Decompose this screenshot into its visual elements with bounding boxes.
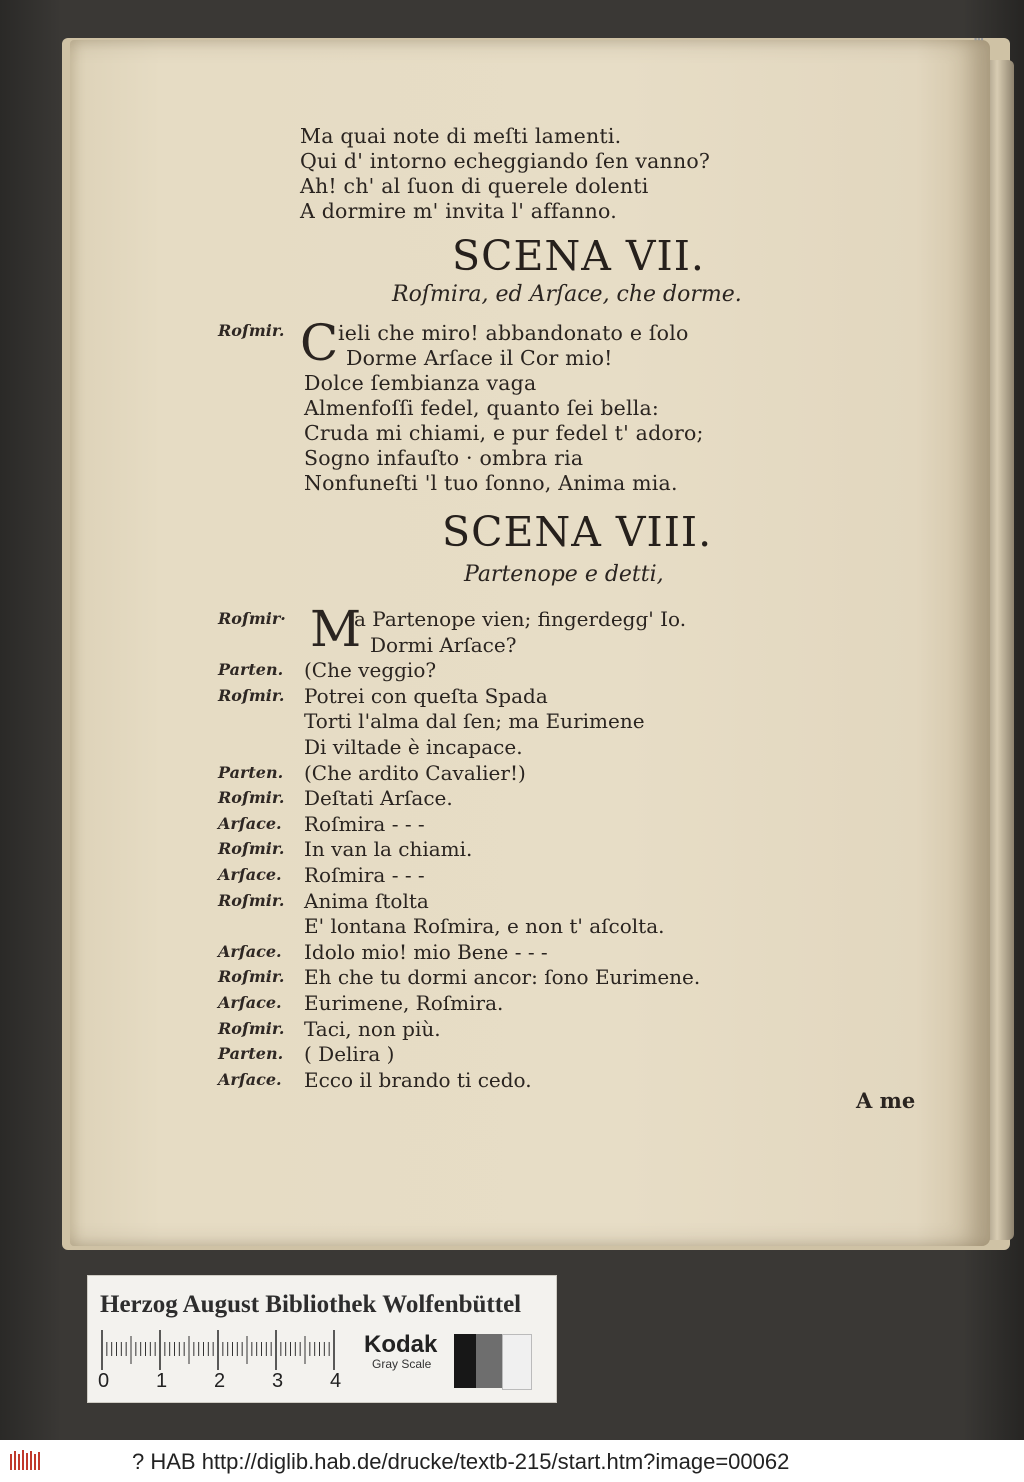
dialogue-line: a Partenope vien; fingerdegg' Io. (354, 607, 687, 631)
scene-title: SCENA VIII. (442, 508, 713, 556)
speaker-label: Arſace. (218, 864, 282, 884)
speaker-label: Roſmir. (218, 839, 285, 859)
verse-line: Dolce ſembianza vaga (304, 371, 537, 395)
verse-line: Ah! ch' al ſuon di querele dolenti (300, 174, 649, 198)
scene7-lines-indent (338, 321, 689, 371)
drop-cap: C (300, 314, 339, 372)
verse-line: Nonfuneſti 'l tuo ſonno, Anima mia. (304, 471, 678, 495)
catchword: A me (856, 1088, 916, 1113)
gray-patch-black (454, 1334, 476, 1388)
verse-line: Dorme Arſace il Cor mio! (346, 346, 613, 370)
kodak-logo: Kodak (364, 1331, 438, 1358)
ruler-ticks (100, 1330, 350, 1374)
dialogue-line: In van la chiami. (304, 837, 473, 862)
drop-cap: M (310, 600, 362, 658)
dialogue-line: (Che veggio? (304, 658, 437, 683)
dialogue-line: Deſtati Arſace. (304, 786, 453, 811)
ruler-number: 4 (330, 1370, 342, 1392)
speaker-label: Arſace. (218, 813, 282, 833)
verse-line: A dormire m' invita l' affanno. (300, 199, 617, 223)
ruler-number: 1 (156, 1370, 168, 1392)
dialogue-line: Taci, non più. (304, 1016, 441, 1041)
scan-mark: ▪▪▪ (974, 34, 984, 44)
dialogue-line: Torti l'alma dal ſen; ma Eurimene (304, 709, 645, 734)
dialogue-line: (Che ardito Cavalier!) (304, 760, 526, 785)
speaker-label: Roſmir. (218, 890, 285, 910)
ruler-number: 3 (272, 1370, 284, 1392)
dialogue-line: Anima ſtolta (304, 888, 429, 913)
speaker-label: Roſmir. (218, 685, 285, 705)
speaker-label: Roſmir. (218, 788, 285, 808)
dialogue-line: Eh che tu dormi ancor: ſono Eurimene. (304, 965, 701, 990)
speaker-label: Arſace. (218, 1069, 282, 1089)
speaker-label: Roſmir. (218, 1018, 285, 1038)
gray-scale-label: Gray Scale (372, 1357, 432, 1371)
speaker-label: Arſace. (218, 941, 282, 961)
gray-patch-white (502, 1334, 532, 1390)
speaker-label: Parten. (218, 1044, 284, 1064)
dialogue-line: Potrei con queſta Spada (304, 683, 548, 708)
speaker-label: Arſace. (218, 992, 282, 1012)
dialogue-line: Idolo mio! mio Bene - - - (304, 939, 548, 964)
verse-line: Qui d' intorno echeggiando ſen vanno? (300, 149, 711, 173)
stage-direction: Roſmira, ed Arſace, che dorme. (392, 282, 742, 307)
dialogue-line: Roſmira - - - (304, 811, 425, 836)
hab-logo-icon (8, 1448, 44, 1474)
top-verse (300, 124, 710, 224)
dialogue-line: Ecco il brando ti cedo. (304, 1067, 532, 1092)
dialogue-line: ( Delira ) (304, 1042, 395, 1067)
dialogue-line: Eurimene, Roſmira. (304, 990, 504, 1015)
scene7-lines (304, 371, 704, 496)
library-name: Herzog August Bibliothek Wolfenbüttel (100, 1291, 522, 1318)
gray-patch-mid (476, 1334, 502, 1388)
dialogue-line: Dormi Arſace? (370, 632, 517, 657)
verse-line: Almenfoſſi fedel, quanto ſei bella: (304, 396, 660, 420)
verse-line: Sogno infauſto · ombra ria (304, 446, 584, 470)
scene-title: SCENA VII. (452, 232, 705, 280)
book-edge (986, 60, 1014, 1240)
speaker-label: Roſmir. (218, 967, 285, 987)
verse-line: Ma quai note di meſti lamenti. (300, 124, 622, 148)
dialogue-line: Roſmira - - - (304, 862, 425, 887)
ruler-number: 2 (214, 1370, 226, 1392)
speaker-label: Roſmir· (218, 609, 286, 628)
ruler-number: 0 (98, 1370, 110, 1392)
footer-url: ? HAB http://diglib.hab.de/drucke/textb-215/start.htm?image=00062 (132, 1449, 790, 1474)
verse-line: Cruda mi chiami, e pur fedel t' adoro; (304, 421, 704, 445)
dialogue-line: E' lontana Roſmira, e non t' aſcolta. (304, 914, 665, 939)
speaker-label: Roſmir. (218, 321, 285, 340)
verse-line: ieli che miro! abbandonato e ſolo (338, 321, 689, 345)
speaker-label: Parten. (218, 762, 284, 782)
dialogue-line: Di viltade è incapace. (304, 734, 523, 759)
speaker-label: Parten. (218, 660, 284, 680)
stage-direction: Partenope e detti, (464, 562, 664, 587)
